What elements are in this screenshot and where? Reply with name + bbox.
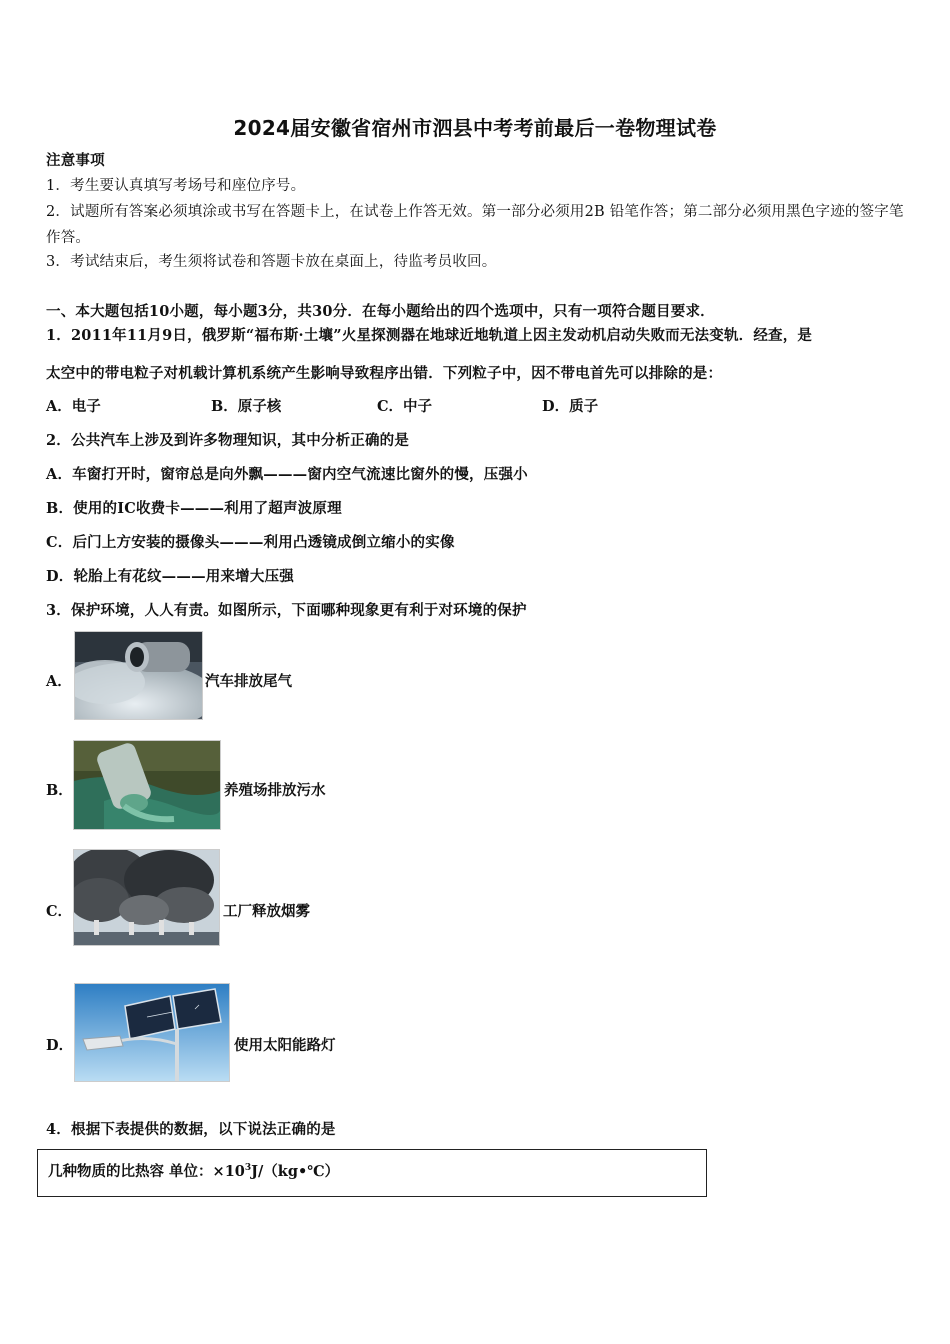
specific-heat-table xyxy=(37,1149,707,1197)
option-c-caption: 工厂释放烟雾 xyxy=(223,903,310,920)
factory-smoke-photo xyxy=(73,849,220,946)
question-stem: 太空中的带电粒子对机载计算机系统产生影响导致程序出错．下列粒子中，因不带电首先可以排除的是： xyxy=(46,365,723,382)
option-c: C．后门上方安装的摄像头———利用凸透镜成倒立缩小的实像 xyxy=(46,534,455,551)
option-b: B．原子核 xyxy=(211,398,282,415)
question-stem: 1．2011年11月9日，俄罗斯“福布斯·土壤”火星探测器在地球近地轨道上因主发动机启动失败而无法变轨．经查，是 xyxy=(46,327,813,344)
option-d: D．质子 xyxy=(542,398,599,415)
question-stem: 2．公共汽车上涉及到许多物理知识，其中分析正确的是 xyxy=(46,432,410,449)
option-a: A．车窗打开时，窗帘总是向外飘———窗内空气流速比窗外的慢，压强小 xyxy=(46,466,528,483)
question-stem: 3．保护环境，人人有责。如图所示，下面哪种现象更有利于对环境的保护 xyxy=(46,602,527,619)
solar-streetlight-photo xyxy=(74,983,230,1082)
option-c: C．中子 xyxy=(377,398,433,415)
option-a-caption: 汽车排放尾气 xyxy=(205,673,292,690)
notice-heading: 注意事项 xyxy=(46,152,105,169)
notice-item: 3．考试结束后，考生须将试卷和答题卡放在桌面上，待监考员收回。 xyxy=(46,254,497,270)
table-caption: 几种物质的比热容 单位：$\times 10^3J/(kg•℃)$ xyxy=(48,1163,340,1180)
sewage-photo xyxy=(73,740,221,830)
option-a: A．电子 xyxy=(46,398,101,415)
option-d-caption: 使用太阳能路灯 xyxy=(234,1037,336,1054)
option-a-letter: A． xyxy=(46,673,72,690)
notice-item: 1．考生要认真填写考场号和座位序号。 xyxy=(46,178,306,194)
option-d-letter: D． xyxy=(46,1037,74,1054)
option-d: D．轮胎上有花纹———用来增大压强 xyxy=(46,568,294,585)
option-b-letter: B． xyxy=(46,782,73,799)
question-stem: 4．根据下表提供的数据，以下说法正确的是 xyxy=(46,1121,336,1138)
option-b-caption: 养殖场排放污水 xyxy=(224,782,326,799)
section-heading: 一、本大题包括10小题，每小题3分，共30分．在每小题给出的四个选项中，只有一项符合题目要求． xyxy=(46,303,715,320)
page-title: 2024届安徽省宿州市泗县中考考前最后一卷物理试卷 xyxy=(233,116,717,140)
notice-item: 2．试题所有答案必须填涂或书写在答题卡上，在试卷上作答无效。第一部分必须用2B 铅笔作答；第二部分必须用黑色字迹的签字笔作答。 xyxy=(46,204,904,246)
option-c-letter: C． xyxy=(46,903,73,920)
option-b: B．使用的IC收费卡———利用了超声波原理 xyxy=(46,500,342,517)
exhaust-photo xyxy=(74,631,203,720)
